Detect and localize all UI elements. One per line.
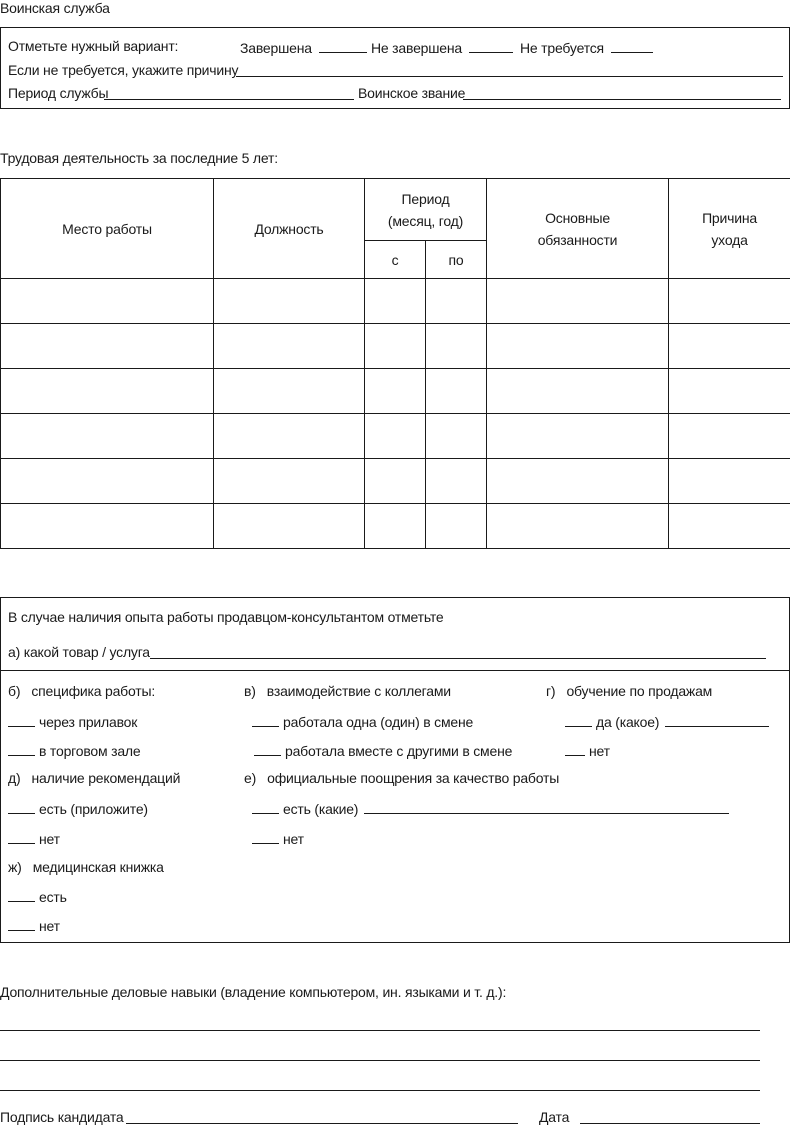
cell-duties[interactable] bbox=[487, 279, 669, 324]
cell-place[interactable] bbox=[1, 279, 214, 324]
header-reason-line1: Причина bbox=[702, 209, 757, 226]
awards-title bbox=[244, 770, 559, 786]
table-row bbox=[1, 324, 790, 369]
header-period-line1: Период bbox=[401, 190, 450, 207]
table-row bbox=[1, 279, 790, 324]
header-duties-line2: обязанности bbox=[537, 231, 618, 248]
worked-alone-label: работала одна (один) в смене bbox=[283, 714, 474, 730]
cell-to[interactable] bbox=[426, 369, 487, 414]
medical-yes-blank[interactable] bbox=[8, 887, 35, 902]
cell-duties[interactable] bbox=[487, 504, 669, 549]
cell-position[interactable] bbox=[214, 459, 365, 504]
option-recommendations-no[interactable] bbox=[8, 829, 60, 847]
medical-book-letter: ж) bbox=[8, 859, 22, 875]
period-label: Период службы bbox=[8, 85, 109, 101]
header-reason bbox=[669, 179, 790, 279]
rank-field[interactable] bbox=[463, 99, 781, 100]
signature-field[interactable] bbox=[126, 1123, 518, 1124]
cell-place[interactable] bbox=[1, 459, 214, 504]
medical-no-label: нет bbox=[39, 918, 60, 934]
military-choose-label: Отметьте нужный вариант: bbox=[8, 38, 179, 54]
cell-position[interactable] bbox=[214, 369, 365, 414]
awards-yes-label: есть (какие) bbox=[283, 801, 359, 817]
training-no-label: нет bbox=[589, 743, 610, 759]
header-period bbox=[365, 179, 487, 241]
option-awards-no[interactable] bbox=[252, 829, 304, 847]
cell-reason[interactable] bbox=[669, 414, 790, 459]
skills-line-1[interactable] bbox=[0, 1030, 760, 1031]
cell-from[interactable] bbox=[365, 324, 426, 369]
option-sales-floor[interactable] bbox=[8, 741, 140, 759]
header-duties-line1: Основные bbox=[545, 209, 610, 226]
over-counter-blank[interactable] bbox=[8, 712, 35, 727]
recommendations-label: наличие рекомендаций bbox=[31, 770, 181, 786]
work-specifics-title bbox=[8, 683, 155, 699]
skills-line-2[interactable] bbox=[0, 1060, 760, 1061]
option-completed-blank[interactable] bbox=[319, 38, 367, 53]
cell-to[interactable] bbox=[426, 279, 487, 324]
table-row bbox=[1, 459, 790, 504]
table-row bbox=[1, 504, 790, 549]
date-label: Дата bbox=[539, 1109, 570, 1125]
cell-duties[interactable] bbox=[487, 414, 669, 459]
recommendations-no-label: нет bbox=[39, 831, 60, 847]
work-specifics-label: специфика работы: bbox=[31, 683, 156, 699]
product-label: а) какой товар / услуга bbox=[8, 644, 150, 660]
recommendations-title bbox=[8, 770, 180, 786]
option-not-required-blank[interactable] bbox=[611, 38, 653, 53]
rank-label: Воинское звание bbox=[358, 85, 466, 101]
table-row bbox=[1, 414, 790, 459]
awards-letter: е) bbox=[244, 770, 257, 786]
option-not-completed-blank[interactable] bbox=[469, 38, 513, 53]
worked-together-blank[interactable] bbox=[254, 741, 281, 756]
work-history-table bbox=[0, 178, 790, 549]
sales-floor-label: в торговом зале bbox=[39, 743, 141, 759]
cell-from[interactable] bbox=[365, 279, 426, 324]
cell-place[interactable] bbox=[1, 504, 214, 549]
cell-from[interactable] bbox=[365, 414, 426, 459]
option-medical-yes[interactable] bbox=[8, 887, 67, 905]
awards-which-field[interactable] bbox=[364, 813, 729, 814]
option-completed[interactable] bbox=[240, 38, 371, 56]
option-not-required-label: Не требуется bbox=[520, 40, 604, 56]
cell-duties[interactable] bbox=[487, 324, 669, 369]
medical-no-blank[interactable] bbox=[8, 916, 35, 931]
cell-to[interactable] bbox=[426, 504, 487, 549]
cell-to[interactable] bbox=[426, 459, 487, 504]
cell-reason[interactable] bbox=[669, 459, 790, 504]
cell-reason[interactable] bbox=[669, 504, 790, 549]
option-recommendations-yes[interactable] bbox=[8, 799, 148, 817]
military-title: Воинская служба bbox=[0, 0, 110, 16]
awards-yes-blank[interactable] bbox=[252, 799, 279, 814]
cell-duties[interactable] bbox=[487, 459, 669, 504]
training-which-field[interactable] bbox=[665, 726, 769, 727]
cell-from[interactable] bbox=[365, 369, 426, 414]
cell-position[interactable] bbox=[214, 324, 365, 369]
skills-line-3[interactable] bbox=[0, 1090, 760, 1091]
option-medical-no[interactable] bbox=[8, 916, 60, 934]
option-training-yes[interactable] bbox=[565, 712, 659, 730]
cell-from[interactable] bbox=[365, 459, 426, 504]
signature-label: Подпись кандидата bbox=[0, 1109, 124, 1125]
header-period-line2: (месяц, год) bbox=[387, 212, 464, 229]
cell-reason[interactable] bbox=[669, 369, 790, 414]
cell-reason[interactable] bbox=[669, 279, 790, 324]
colleagues-title bbox=[244, 683, 451, 699]
option-not-required[interactable] bbox=[520, 38, 657, 56]
option-worked-together[interactable] bbox=[254, 741, 512, 759]
training-yes-label: да (какое) bbox=[596, 714, 660, 730]
table-row bbox=[1, 369, 790, 414]
header-duties bbox=[487, 179, 669, 279]
option-over-counter[interactable] bbox=[8, 712, 137, 730]
option-training-no[interactable] bbox=[565, 741, 610, 759]
option-worked-alone[interactable] bbox=[252, 712, 473, 730]
awards-no-label: нет bbox=[283, 831, 304, 847]
colleagues-label: взаимодействие с коллегами bbox=[266, 683, 451, 699]
option-not-completed-label: Не завершена bbox=[371, 40, 462, 56]
training-yes-blank[interactable] bbox=[565, 712, 592, 727]
training-no-blank[interactable] bbox=[565, 741, 585, 756]
sales-intro: В случае наличия опыта работы продавцом-консультантом отметьте bbox=[8, 609, 444, 625]
cell-position[interactable] bbox=[214, 504, 365, 549]
product-field[interactable] bbox=[150, 658, 766, 659]
recommendations-yes-label: есть (приложите) bbox=[39, 801, 148, 817]
cell-position[interactable] bbox=[214, 279, 365, 324]
cell-reason[interactable] bbox=[669, 324, 790, 369]
reason-field[interactable] bbox=[236, 76, 783, 77]
cell-place[interactable] bbox=[1, 324, 214, 369]
header-place: Место работы bbox=[1, 179, 214, 279]
over-counter-label: через прилавок bbox=[39, 714, 138, 730]
option-not-completed[interactable] bbox=[371, 38, 517, 56]
date-field[interactable] bbox=[580, 1123, 760, 1124]
header-reason-line2: ухода bbox=[711, 231, 748, 248]
header-from: с bbox=[365, 241, 426, 279]
worked-together-label: работала вместе с другими в смене bbox=[285, 743, 513, 759]
cell-place[interactable] bbox=[1, 414, 214, 459]
sales-training-title bbox=[546, 683, 712, 699]
period-field[interactable] bbox=[104, 99, 354, 100]
sales-training-label: обучение по продажам bbox=[566, 683, 713, 699]
reason-label: Если не требуется, укажите причину bbox=[8, 62, 239, 78]
sales-divider bbox=[0, 670, 790, 671]
cell-from[interactable] bbox=[365, 504, 426, 549]
work-title: Трудовая деятельность за последние 5 лет: bbox=[0, 150, 278, 166]
work-specifics-letter: б) bbox=[8, 683, 21, 699]
cell-position[interactable] bbox=[214, 414, 365, 459]
sales-floor-blank[interactable] bbox=[8, 741, 35, 756]
skills-title: Дополнительные деловые навыки (владение компьютером, ин. языками и т. д.): bbox=[0, 984, 507, 1000]
recommendations-no-blank[interactable] bbox=[8, 829, 35, 844]
recommendations-letter: д) bbox=[8, 770, 21, 786]
cell-to[interactable] bbox=[426, 324, 487, 369]
cell-duties[interactable] bbox=[487, 369, 669, 414]
cell-place[interactable] bbox=[1, 369, 214, 414]
awards-label: официальные поощрения за качество работы bbox=[267, 770, 560, 786]
option-completed-label: Завершена bbox=[240, 40, 312, 56]
colleagues-letter: в) bbox=[244, 683, 256, 699]
header-position: Должность bbox=[214, 179, 365, 279]
worked-alone-blank[interactable] bbox=[252, 712, 279, 727]
header-to: по bbox=[426, 241, 487, 279]
medical-book-label: медицинская книжка bbox=[32, 859, 164, 875]
cell-to[interactable] bbox=[426, 414, 487, 459]
sales-training-letter: г) bbox=[546, 683, 556, 699]
medical-yes-label: есть bbox=[39, 889, 67, 905]
medical-book-title bbox=[8, 859, 164, 875]
recommendations-yes-blank[interactable] bbox=[8, 799, 35, 814]
option-awards-yes[interactable] bbox=[252, 799, 358, 817]
awards-no-blank[interactable] bbox=[252, 829, 279, 844]
